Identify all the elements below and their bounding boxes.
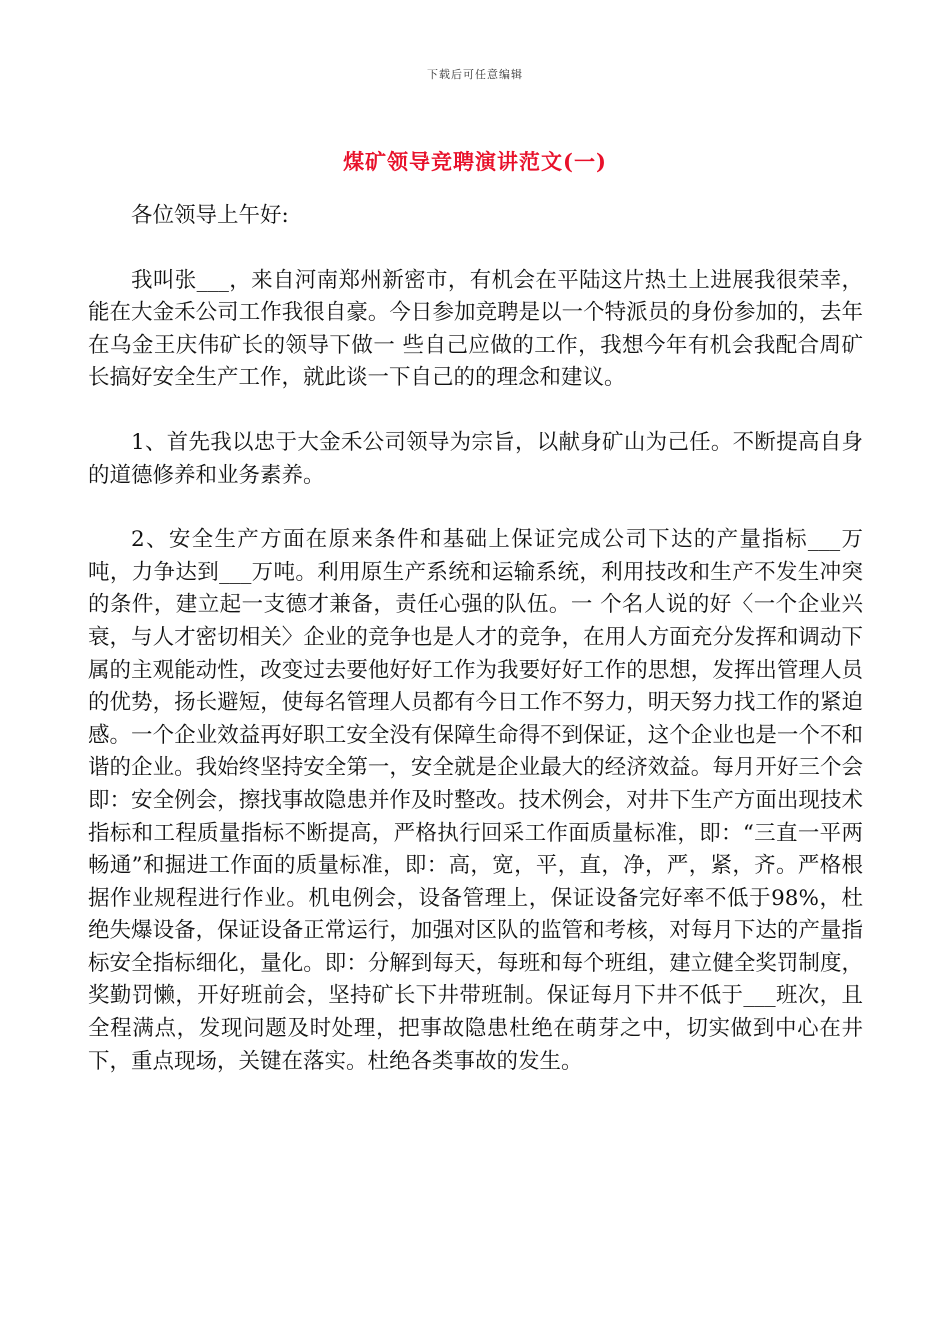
intro-paragraph: 我叫张___，来自河南郑州新密市，有机会在平陆这片热土上进展我很荣幸，能在大金禾公司工作我很自豪。今日参加竞聘是以一个特派员的身份参加的，去年在乌金王庆伟矿长的领导下做一 些自己应做的工作，我想今年有机会我配合周矿长搞好安全生产工作，就此谈一下自己的的理念和建议。 — [88, 267, 863, 391]
point-1-paragraph: 1、首先我以忠于大金禾公司领导为宗旨，以献身矿山为己任。不断提高自身的道德修养和业务素养。 — [88, 429, 863, 488]
point-2-paragraph: 2、安全生产方面在原来条件和基础上保证完成公司下达的产量指标___万吨，力争达到___万吨。利用原生产系统和运输系统，利用技改和生产不发生冲突的条件，建立起一支德才兼备，责任心强的队伍。一 个名人说的好〈一个企业兴衰，与人才密切相关〉企业的竞争也是人才的竞争，在用人方面充分发挥和调动下属的主观能动性，改变过去要他好好工作为我要好好工作的思想，发挥出管理人员的优势，扬长避短，使每名管理人员都有今日工作不努力，明天努力找工作的紧迫感。一个企业效益再好职工安全没有保障生命得不到保证，这个企业也是一个不和谐的企业。我始终坚持安全第一，安全就是企业最大的经济效益。每月开好三个会即：安全例会，擦找事故隐患并作及时整改。技术例会，对井下生产方面出现技术指标和工程质量指标不断提高，严格执行回采工作面质量标准，即：“三直一平两畅通”和掘进工作面的质量标准，即：高，宽，平，直，净，严，紧，齐。严格根据作业规程进行作业。机电例会，设备管理上，保证设备完好率不低于98%，杜绝失爆设备，保证设备正常运行，加强对区队的监管和考核，对每月下达的产量指标安全指标细化，量化。即：分解到每天，每班和每个班组，建立健全奖罚制度，奖勤罚懒，开好班前会，坚持矿长下井带班制。保证每月下井不低于___班次，且全程满点，发现问题及时处理，把事故隐患杜绝在萌芽之中，切实做到中心在井下，重点现场，关键在落实。杜绝各类事故的发生。 — [88, 527, 863, 1074]
greeting-paragraph: 各位领导上午好: — [131, 203, 289, 228]
header-note: 下载后可任意编辑 — [427, 68, 523, 81]
document-title: 煤矿领导竞聘演讲范文(一) — [343, 149, 607, 174]
document-body — [88, 200, 863, 1078]
